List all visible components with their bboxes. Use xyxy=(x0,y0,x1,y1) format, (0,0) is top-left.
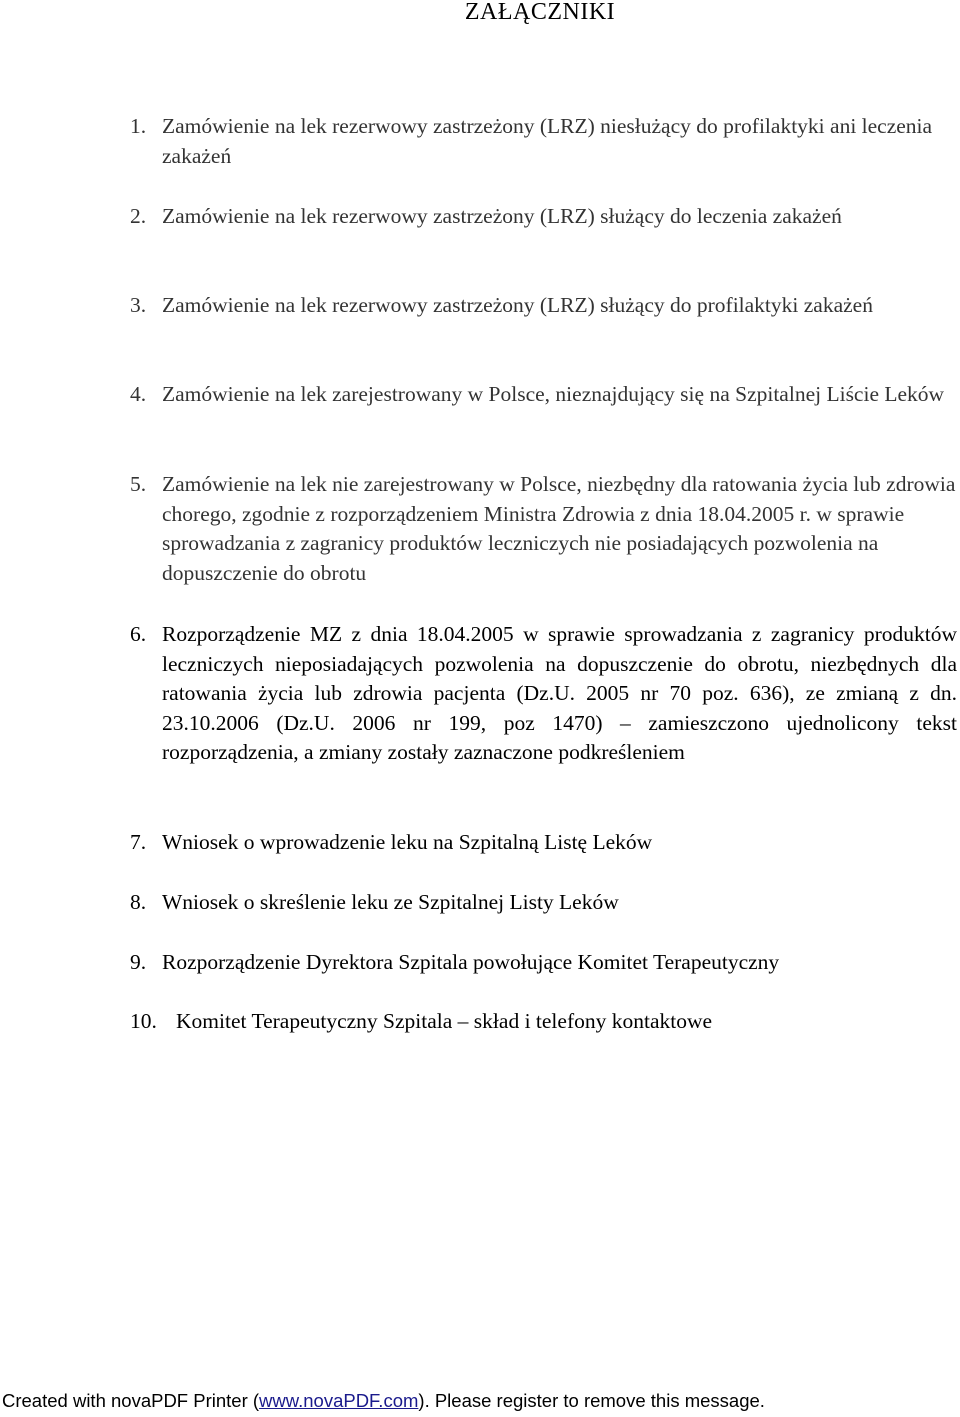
list-item-number: 8. xyxy=(130,890,147,914)
list-item-text: Wniosek o skreślenie leku ze Szpitalnej Listy Leków xyxy=(162,890,619,914)
list-item-number: 1. xyxy=(130,114,147,138)
list-item-text: Wniosek o wprowadzenie leku na Szpitalną Listę Leków xyxy=(162,830,653,854)
list-item-text: Zamówienie na lek zarejestrowany w Polsce, nieznajdujący się na Szpitalnej Liście Leków xyxy=(162,382,945,406)
list-item-text: Rozporządzenie MZ z dnia 18.04.2005 w sprawie sprowadzania z zagranicy produktów leczniczych nieposiadających pozwolenia na dopuszczenie do obrotu, niezbędnych dla ratowania życia lub zdrowia pacjenta (Dz.U. 2005 nr 70 poz. 636), ze zmianą z dn. 23.10.2006 (Dz.U. 2006 nr 199, poz 1470) – zamieszczono ujednolicony tekst rozporządzenia, a zmiany zostały zaznaczone podkreśleniem xyxy=(162,622,957,764)
list-item-number: 5. xyxy=(130,472,147,496)
list-item-text: Zamówienie na lek rezerwowy zastrzeżony (LRZ) służący do leczenia zakażeń xyxy=(162,204,842,228)
list-item-number: 9. xyxy=(130,950,147,974)
list-item-text: Zamówienie na lek nie zarejestrowany w Polsce, niezbędny dla ratowania życia lub zdrowia chorego, zgodnie z rozporządzeniem Ministra Zdrowia z dnia 18.04.2005 r. w sprawie sprowadzania z zagranicy produktów leczniczych nie posiadających pozwolenia na dopuszczenie do obrotu xyxy=(162,472,956,585)
list-item-text: Zamówienie na lek rezerwowy zastrzeżony (LRZ) niesłużący do profilaktyki ani leczenia zakażeń xyxy=(162,114,933,168)
list-item-text: Zamówienie na lek rezerwowy zastrzeżony (LRZ) służący do profilaktyki zakażeń xyxy=(162,293,873,317)
footer-link[interactable]: www.novaPDF.com xyxy=(259,1390,419,1411)
list-item-number: 10. xyxy=(130,1009,157,1033)
watermark-footer xyxy=(2,1388,765,1414)
list-item-number: 3. xyxy=(130,293,147,317)
footer-prefix: Created with novaPDF Printer ( xyxy=(2,1390,260,1411)
footer-suffix: ). Please register to remove this message. xyxy=(418,1390,765,1411)
list-item-number: 2. xyxy=(130,204,147,228)
list-item-number: 7. xyxy=(130,830,147,854)
list-item-number: 6. xyxy=(130,622,147,646)
list-item-text: Komitet Terapeutyczny Szpitala – skład i telefony kontaktowe xyxy=(176,1009,713,1033)
list-item-text: Rozporządzenie Dyrektora Szpitala powołujące Komitet Terapeutyczny xyxy=(162,950,780,974)
list-item-number: 4. xyxy=(130,382,147,406)
page-title: ZAŁĄCZNIKI xyxy=(464,0,616,25)
